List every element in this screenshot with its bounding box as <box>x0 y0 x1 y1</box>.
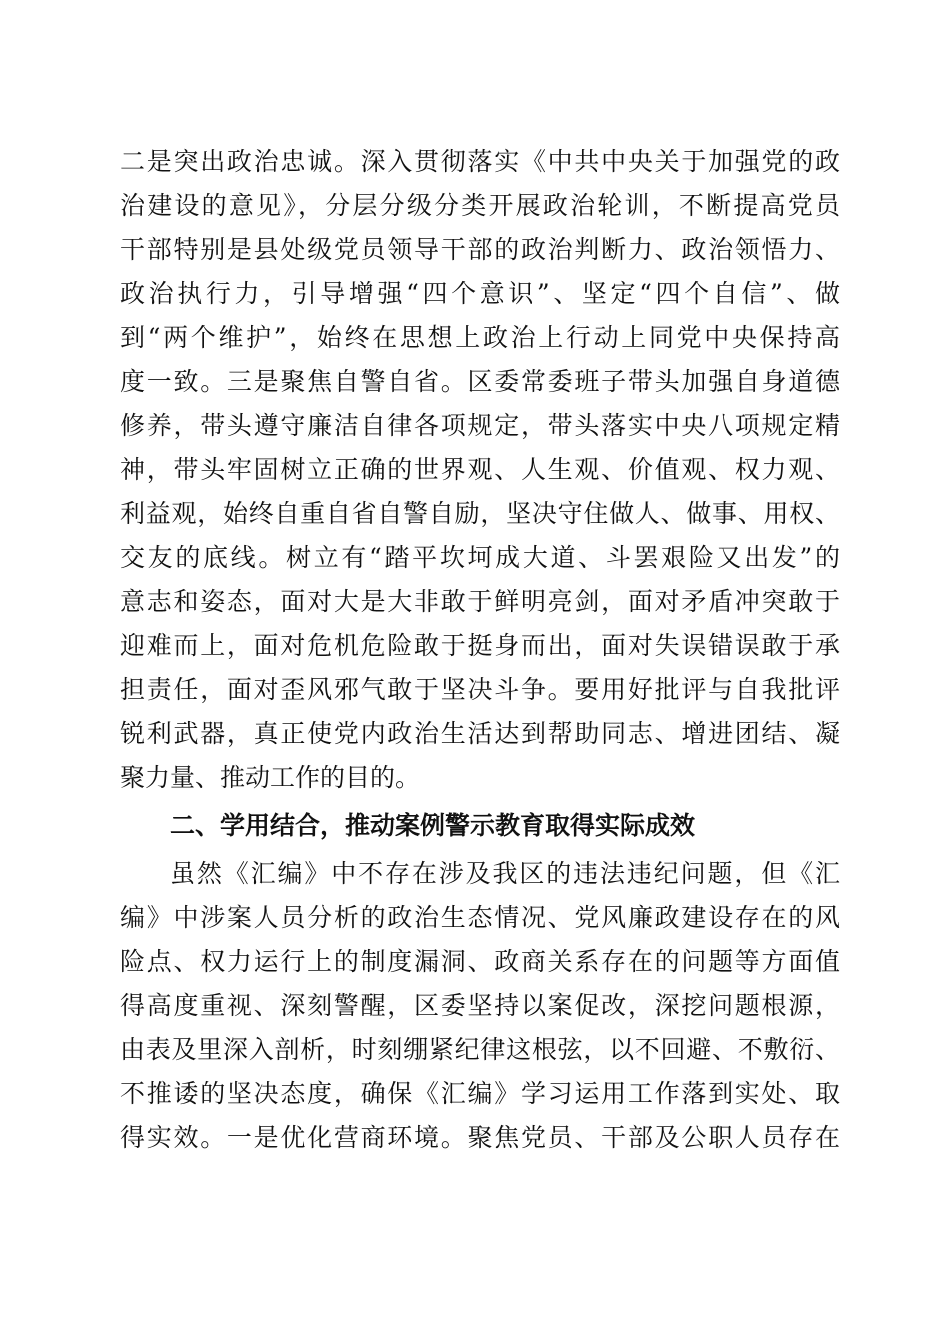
paragraph2-line-4: 得高度重视、深刻警醒，区委坚持以案促改，深挖问题根源， <box>120 991 840 1020</box>
paragraph2-line-5: 由表及里深入剖析，时刻绷紧纪律这根弦，以不回避、不敷衍、 <box>120 1035 840 1064</box>
paragraph2-line-6: 不推诿的坚决态度，确保《汇编》学习运用工作落到实处、取 <box>120 1079 840 1108</box>
paragraph1-line-3: 干部特别是县处级党员领导干部的政治判断力、政治领悟力、 <box>120 235 840 264</box>
paragraph2-line-7: 得实效。一是优化营商环境。聚焦党员、干部及公职人员存在 <box>120 1123 840 1152</box>
paragraph1-line-10: 交友的底线。树立有“踏平坎坷成大道、斗罢艰险又出发”的 <box>120 543 840 572</box>
paragraph1-line-11: 意志和姿态，面对大是大非敢于鲜明亮剑，面对矛盾冲突敢于 <box>120 587 840 616</box>
paragraph1-line-5: 到“两个维护”，始终在思想上政治上行动上同党中央保持高 <box>120 323 840 352</box>
paragraph1-line-13: 担责任，面对歪风邪气敢于坚决斗争。要用好批评与自我批评 <box>120 675 840 704</box>
section-heading: 二、学用结合，推动案例警示教育取得实际成效 <box>170 811 696 840</box>
paragraph2-line-3: 险点、权力运行上的制度漏洞、政商关系存在的问题等方面值 <box>120 947 840 976</box>
paragraph1-line-7: 修养，带头遵守廉洁自律各项规定，带头落实中央八项规定精 <box>120 411 840 440</box>
paragraph1-line-2: 治建设的意见》，分层分级分类开展政治轮训，不断提高党员 <box>120 191 840 220</box>
paragraph1-line-8: 神，带头牢固树立正确的世界观、人生观、价值观、权力观、 <box>120 455 840 484</box>
paragraph1-line-4: 政治执行力，引导增强“四个意识”、坚定“四个自信”、做 <box>120 279 840 308</box>
paragraph2-line-2: 编》中涉案人员分析的政治生态情况、党风廉政建设存在的风 <box>120 903 840 932</box>
paragraph2-line-1: 虽然《汇编》中不存在涉及我区的违法违纪问题，但《汇 <box>170 859 840 888</box>
paragraph1-line-6: 度一致。三是聚焦自警自省。区委常委班子带头加强自身道德 <box>120 367 840 396</box>
paragraph1-line-14: 锐利武器，真正使党内政治生活达到帮助同志、增进团结、凝 <box>120 719 840 748</box>
paragraph1-line-1: 二是突出政治忠诚。深入贯彻落实《中共中央关于加强党的政 <box>120 147 840 176</box>
paragraph1-line-12: 迎难而上，面对危机危险敢于挺身而出，面对失误错误敢于承 <box>120 631 840 660</box>
paragraph1-line-9: 利益观，始终自重自省自警自励，坚决守住做人、做事、用权、 <box>120 499 840 528</box>
paragraph1-line-15: 聚力量、推动工作的目的。 <box>120 763 421 792</box>
